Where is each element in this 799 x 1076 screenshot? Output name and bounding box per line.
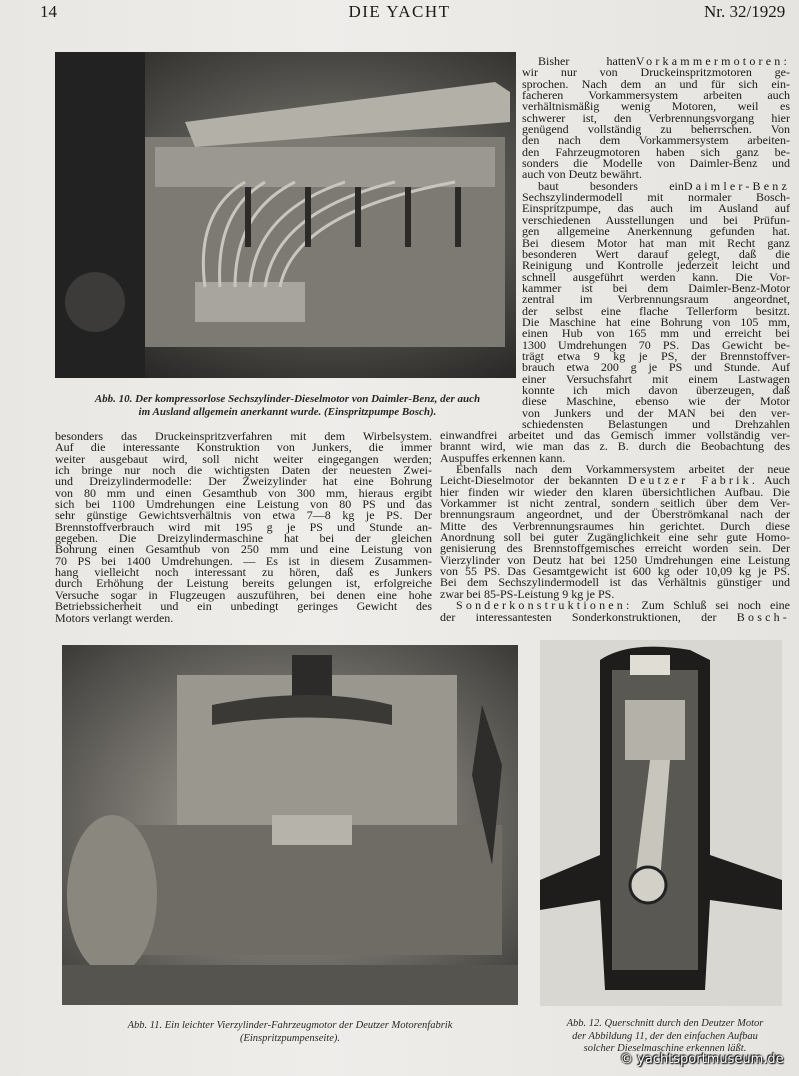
caption-line: im Ausland allgemein anerkannt wurde. (Einspritzpumpe Bosch). — [138, 406, 437, 418]
text-run: brauch etwa 200 g je PS und Stunde. Auf — [522, 360, 790, 375]
text-run: zentral im Verbrennungsraum angeordnet, — [522, 292, 790, 307]
text-run: verschiedenen Ausstellungen und bei Prüfun- — [522, 212, 790, 227]
text-run: 70 PS bei 1400 Umdrehungen. — Es ist in diesem Zusammen- — [55, 553, 432, 568]
text-line — [440, 609, 790, 624]
text-run: brennungsraum angeordnet, und der Überströmkanal nach der — [440, 507, 790, 522]
text-run: Leicht-Dieselmotor der bekannten — [440, 473, 628, 488]
text-run: Bei diesem Motor hat man mit Recht ganz — [522, 235, 790, 250]
text-run: konnte ich mich davon überzeugen, daß — [522, 382, 790, 397]
caption-fig11 — [60, 1020, 520, 1045]
text-run: Reinigung und Kontrolle jederzeit leicht und — [522, 258, 790, 273]
text-run: gen allgemeine Anerkennung gefunden hat. — [522, 224, 790, 239]
text-run: sich bei 1100 Umdrehungen eine Leistung von 80 PS und das — [55, 497, 432, 512]
text-run: ich bringe nur noch die wichtigsten Daten der neuesten Zwei- — [55, 463, 432, 478]
text-run: einwandfrei arbeitet und das Gemisch immer vollständig ver- — [440, 428, 790, 442]
text-run: Betriebssicherheit und ein unbedingt geringes Gewicht des — [55, 599, 432, 614]
spaced-emphasis: Vorkammermotoren: — [635, 54, 790, 68]
spaced-emphasis: Bosch- — [736, 609, 790, 624]
page-number: 14 — [40, 2, 57, 21]
caption-line: solcher Dieselmaschine erkennen läßt. — [583, 1043, 747, 1054]
text-run: der selbst eine flache Tellerform besitzt. — [522, 303, 790, 318]
text-run: Zum Schluß sei noch eine — [632, 598, 790, 613]
text-run: hier finden wir wieder den klaren übersichtlichen Aufbau. Die — [440, 484, 790, 499]
text-run: und Dreizylindermodelle: Der Zweizylinder hat eine Bohrung — [55, 474, 432, 489]
text-run: Motors verlangt werden. — [55, 610, 174, 625]
text-run: genisierung des Brennstoffgemisches erreicht worden sein. Der — [440, 541, 790, 556]
text-column-right-wide — [440, 430, 790, 623]
text-run: trägt etwa 9 kg je PS, der Brennstoffver- — [522, 348, 790, 363]
caption-line: Abb. 12. Querschnitt durch den Deutzer Motor — [566, 1018, 764, 1029]
text-run: verhältnismäßig wenig Motoren, weil es — [522, 99, 790, 114]
text-run: sonders die Modelle von Daimler-Benz und — [522, 156, 790, 171]
text-run: Auf die interessante Konstruktion von Junkers, die immer — [55, 440, 432, 455]
text-run: von 55 PS. Das Gesamtgewicht ist 600 kg oder 10,09 kg je PS. — [440, 564, 790, 579]
text-run: Versuche sogar in Flugzeugen auszuführen, bei denen eine hohe — [55, 587, 432, 602]
spaced-emphasis: Sonderkonstruktionen: — [456, 598, 633, 613]
text-run: besonders das Druckeinspritzverfahren mit dem Wirbelsystem. — [55, 429, 432, 443]
text-run: Vierzylinder von Deutz hat bei 1250 Umdrehungen eine Leistung — [440, 552, 790, 567]
text-run: schnell ausgeführt werden kann. Die Vor- — [522, 269, 790, 284]
text-run: der interessantesten Sonderkonstruktionen, der — [440, 609, 737, 624]
text-run: sprochen. Nach dem an und für sich ein- — [522, 76, 790, 91]
text-run: diese Maschine, ebenso wie der Motor — [522, 394, 790, 409]
text-run: baut besonders ein — [538, 178, 684, 193]
text-run: brannt wird, wie man das z. B. durch die Beobachtung des — [440, 439, 790, 454]
text-run: gegeben. Die Dreizylindermaschine hat bei der gleichen — [55, 531, 432, 546]
text-run: wir nur von Druckeinspritzmotoren ge- — [522, 65, 790, 80]
text-run: Anordnung soll bei guter Zugänglichkeit eine sehr gute Homo- — [440, 530, 790, 545]
caption-line: der Abbildung 11, der den einfachen Aufbau — [572, 1030, 758, 1042]
text-run: Die Maschine hat eine Bohrung von 105 mm, — [522, 314, 790, 329]
text-run: weiter ausgebaut wird, soll nicht weiter eingegangen werden; — [55, 451, 432, 466]
spaced-emphasis: Deutzer Fabrik — [627, 473, 752, 488]
photo-daimler-benz-engine — [55, 52, 516, 378]
text-run: den nach dem Vorkammersystem arbeiten- — [522, 133, 790, 148]
text-run: auch von Deutz bewährt. — [522, 167, 642, 182]
text-run: zwar bei 85-PS-Leistung 9 kg je PS. — [440, 586, 615, 601]
text-column-right — [522, 56, 790, 430]
text-run: Sechszylindermodell mit normaler Bosch- — [522, 190, 790, 205]
text-run: einer Versuchsfahrt mit einem Lastwagen — [522, 371, 790, 386]
text-run: kammer ist bei dem Daimler-Benz-Motor — [522, 280, 790, 295]
text-run: Bisher hatten — [538, 54, 636, 68]
text-run: 1300 Umdrehungen 70 PS. Das Gewicht be- — [522, 337, 790, 352]
caption-fig12 — [540, 1018, 790, 1056]
photo-cross-section-deutz-engine — [540, 640, 782, 1006]
text-run: . Auch — [751, 473, 790, 488]
text-line — [55, 610, 432, 625]
text-run: sehr günstige Gewichtsverhältnis von etwa 7—8 kg je PS. Der — [55, 508, 432, 523]
caption-line: Abb. 10. Der kompressorlose Sechszylinder-Dieselmotor von Daimler-Benz, der auch — [94, 393, 481, 405]
text-run: von 80 mm und einen Gesamthub von 300 mm, hieraus ergibt — [55, 485, 432, 500]
text-run: Vorkammer ist nicht zentral, sondern seitlich über dem Ver- — [440, 496, 790, 511]
text-run: Auspuffes erkennen kann. — [440, 450, 566, 465]
caption-fig10 — [60, 393, 515, 419]
text-run: facheren Vorkammersystem arbeiten auch — [522, 88, 790, 103]
text-run: Einspritzpumpe, das auch im Ausland auf — [522, 201, 790, 216]
caption-line: (Einspritzpumpenseite). — [239, 1032, 341, 1044]
text-run: von Junkers und der MAN bei den ver- — [522, 405, 790, 420]
text-run: Brennstoffverbrauch wird mit 195 g je PS und Stunde an- — [55, 519, 432, 534]
text-run: den Fahrzeugmotoren haben sich ganz be- — [522, 144, 790, 159]
text-run: durch Erhöhung der Leistung bereits gelungen ist, erfolgreiche — [55, 576, 432, 591]
watermark: © yachtsportmuseum.de — [620, 1052, 784, 1067]
text-run: hang vielleicht noch interessant zu hören, daß es Junkers — [55, 565, 432, 580]
text-run: schwerer ist, den Verbrennungsvorgang hier — [522, 110, 790, 125]
text-run: schiedensten Belastungen und Drehzahlen — [522, 417, 790, 431]
text-run: genügend vollständig zu beherrschen. Von — [522, 122, 790, 137]
text-run: Mitte des Verbrennungsraumes hin gerichtet. Durch diese — [440, 518, 790, 533]
text-column-left — [55, 431, 432, 624]
text-run: Bohrung einen Gesamthub von 250 mm und eine Leistung von — [55, 542, 432, 557]
text-run: Bei dem Sechszylindermodell ist das Verhältnis günstiger und — [440, 575, 790, 590]
text-run: einen Hub von 165 mm und erreicht bei — [522, 326, 790, 341]
magazine-title: DIE YACHT — [348, 2, 451, 21]
spaced-emphasis: Daimler-Benz — [683, 178, 790, 193]
caption-line: Abb. 11. Ein leichter Vierzylinder-Fahrzeugmotor der Deutzer Motorenfabrik — [127, 1020, 453, 1031]
photo-deutz-four-cylinder-engine — [62, 645, 518, 1005]
text-run: Ebenfalls nach dem Vorkammersystem arbeitet der neue — [456, 462, 790, 477]
issue-number: Nr. 32/1929 — [704, 2, 786, 21]
text-run: besonderen Wert darauf gelegt, daß die — [522, 246, 790, 261]
